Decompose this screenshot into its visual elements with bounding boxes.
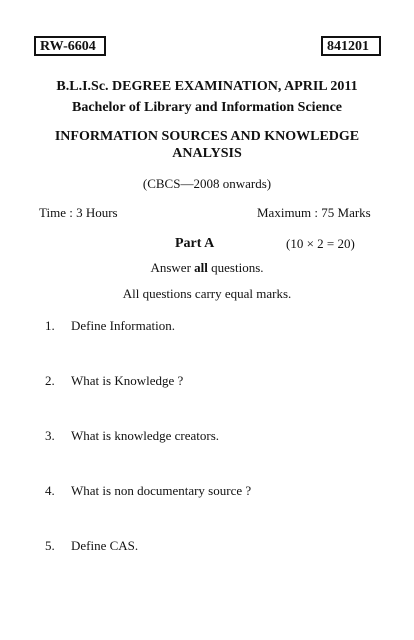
instruction-post: questions. (207, 260, 264, 275)
question-number: 3. (45, 428, 55, 443)
subject-title-line-2: ANALYSIS (172, 146, 242, 161)
question-item (0, 428, 414, 446)
question-number: 2. (45, 373, 55, 388)
question-text: What is Knowledge ? (71, 373, 184, 388)
question-item (0, 318, 414, 336)
question-item (0, 538, 414, 556)
exam-title: B.L.I.Sc. DEGREE EXAMINATION, APRIL 2011 (56, 79, 358, 94)
scheme-note: (CBCS—2008 onwards) (142, 176, 272, 191)
subject-title-line-1: INFORMATION SOURCES AND KNOWLEDGE (54, 129, 360, 144)
instruction-pre: Answer (150, 260, 195, 275)
question-item (0, 373, 414, 391)
maximum-marks: Maximum : 75 Marks (257, 205, 371, 220)
instruction-emphasis: all (194, 260, 208, 275)
instruction-equal-marks: All questions carry equal marks. (122, 286, 292, 301)
degree-name: Bachelor of Library and Information Science (71, 100, 342, 115)
question-text: What is non documentary source ? (71, 483, 252, 498)
part-title: Part A (175, 236, 215, 251)
paper-code-box: RW-6604 (34, 36, 106, 56)
instruction-answer-all (0, 260, 414, 276)
time-allowed: Time : 3 Hours (39, 205, 118, 220)
question-text: Define Information. (71, 318, 175, 333)
exam-code-box: 841201 (321, 36, 381, 56)
question-text: What is knowledge creators. (71, 428, 220, 443)
question-number: 5. (45, 538, 55, 553)
part-marks: (10 × 2 = 20) (286, 236, 355, 251)
question-number: 1. (45, 318, 55, 333)
question-text: Define CAS. (71, 538, 139, 553)
question-number: 4. (45, 483, 55, 498)
question-item (0, 483, 414, 501)
